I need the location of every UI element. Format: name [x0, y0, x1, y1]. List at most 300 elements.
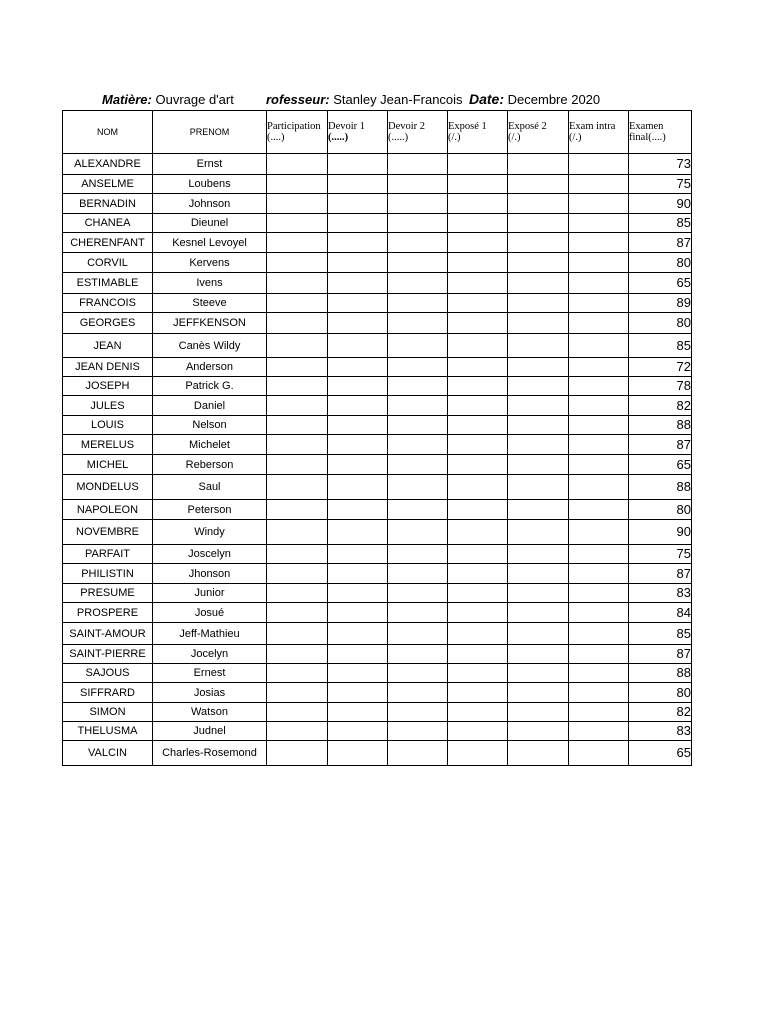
student-first-name: Dieunel — [153, 214, 267, 233]
table-row — [63, 294, 692, 313]
grade-cell-exam-intra — [569, 214, 629, 233]
grade-cell-devoir-2 — [388, 545, 448, 564]
grade-cell-expose-1 — [448, 313, 508, 334]
grade-cell-expose-1 — [448, 584, 508, 603]
grade-cell-exam-intra — [569, 416, 629, 435]
grade-cell-examen-final: 87 — [629, 233, 692, 253]
grade-cell-examen-final: 80 — [629, 253, 692, 273]
grade-cell-expose-1 — [448, 175, 508, 194]
student-first-name: Watson — [153, 703, 267, 722]
grade-cell-devoir-1 — [328, 175, 388, 194]
grade-cell-devoir-2 — [388, 253, 448, 273]
grade-cell-expose-1 — [448, 545, 508, 564]
grade-cell-participation — [267, 455, 328, 475]
student-rows — [63, 154, 692, 766]
grade-cell-expose-2 — [508, 623, 569, 645]
grade-cell-participation — [267, 253, 328, 273]
grade-cell-participation — [267, 500, 328, 520]
grade-cell-devoir-1 — [328, 233, 388, 253]
column-subtitle: (....) — [267, 132, 285, 143]
grade-cell-exam-intra — [569, 358, 629, 377]
grade-cell-examen-final: 88 — [629, 664, 692, 683]
grade-cell-expose-1 — [448, 664, 508, 683]
grade-cell-expose-2 — [508, 334, 569, 358]
grade-cell-exam-intra — [569, 564, 629, 584]
grade-cell-examen-final: 72 — [629, 358, 692, 377]
student-first-name: Jeff-Mathieu — [153, 623, 267, 645]
grade-cell-devoir-1 — [328, 500, 388, 520]
table-row — [63, 416, 692, 435]
grade-cell-participation — [267, 520, 328, 545]
grade-cell-devoir-1 — [328, 545, 388, 564]
student-first-name: Kervens — [153, 253, 267, 273]
grade-cell-examen-final: 90 — [629, 194, 692, 214]
grade-cell-expose-2 — [508, 603, 569, 623]
grade-cell-devoir-1 — [328, 683, 388, 703]
grade-cell-expose-2 — [508, 664, 569, 683]
student-last-name: SIMON — [63, 703, 153, 722]
grade-cell-devoir-1 — [328, 294, 388, 313]
document-header — [62, 90, 702, 110]
grade-cell-exam-intra — [569, 741, 629, 766]
grade-cell-examen-final: 75 — [629, 545, 692, 564]
student-last-name: GEORGES — [63, 313, 153, 334]
grade-cell-expose-2 — [508, 294, 569, 313]
grade-cell-participation — [267, 584, 328, 603]
column-subtitle: (.....) — [328, 132, 349, 143]
student-last-name: BERNADIN — [63, 194, 153, 214]
table-row — [63, 603, 692, 623]
table-row — [63, 214, 692, 233]
table-row — [63, 194, 692, 214]
grade-cell-devoir-1 — [328, 564, 388, 584]
grade-cell-participation — [267, 416, 328, 435]
grade-cell-expose-2 — [508, 377, 569, 396]
grade-cell-expose-1 — [448, 294, 508, 313]
student-first-name: Johnson — [153, 194, 267, 214]
grade-cell-expose-2 — [508, 313, 569, 334]
column-subtitle: (/.) — [569, 132, 582, 143]
table-row — [63, 377, 692, 396]
grade-cell-examen-final: 78 — [629, 377, 692, 396]
student-last-name: NAPOLEON — [63, 500, 153, 520]
grade-cell-examen-final: 80 — [629, 500, 692, 520]
grade-cell-expose-1 — [448, 334, 508, 358]
grade-cell-examen-final: 82 — [629, 396, 692, 416]
grade-cell-expose-1 — [448, 564, 508, 584]
column-header-participation — [267, 111, 328, 154]
grade-cell-devoir-2 — [388, 520, 448, 545]
grade-cell-participation — [267, 154, 328, 175]
student-last-name: PROSPERE — [63, 603, 153, 623]
table-row — [63, 545, 692, 564]
grade-cell-devoir-2 — [388, 396, 448, 416]
student-last-name: PHILISTIN — [63, 564, 153, 584]
grade-cell-expose-2 — [508, 455, 569, 475]
grade-cell-exam-intra — [569, 273, 629, 294]
student-first-name: Nelson — [153, 416, 267, 435]
grade-cell-examen-final: 65 — [629, 455, 692, 475]
grade-cell-participation — [267, 358, 328, 377]
date-value: Decembre 2020 — [507, 92, 601, 107]
grade-cell-expose-2 — [508, 741, 569, 766]
grade-cell-devoir-2 — [388, 334, 448, 358]
grade-cell-examen-final: 88 — [629, 416, 692, 435]
grade-cell-devoir-2 — [388, 273, 448, 294]
grade-cell-expose-2 — [508, 475, 569, 500]
grade-cell-examen-final: 73 — [629, 154, 692, 175]
grade-cell-devoir-1 — [328, 455, 388, 475]
grade-cell-examen-final: 88 — [629, 475, 692, 500]
grade-cell-devoir-2 — [388, 741, 448, 766]
grade-cell-expose-2 — [508, 396, 569, 416]
student-last-name: SIFFRARD — [63, 683, 153, 703]
grade-cell-expose-1 — [448, 603, 508, 623]
grade-cell-devoir-1 — [328, 313, 388, 334]
student-last-name: PARFAIT — [63, 545, 153, 564]
student-first-name: Charles-Rosemond — [153, 741, 267, 766]
grade-cell-participation — [267, 396, 328, 416]
student-first-name: Reberson — [153, 455, 267, 475]
table-row — [63, 500, 692, 520]
grade-cell-expose-2 — [508, 703, 569, 722]
table-row — [63, 475, 692, 500]
grade-cell-participation — [267, 623, 328, 645]
grade-cell-expose-1 — [448, 194, 508, 214]
table-row — [63, 564, 692, 584]
grade-cell-expose-1 — [448, 233, 508, 253]
grade-cell-participation — [267, 645, 328, 664]
student-last-name: JEAN — [63, 334, 153, 358]
grade-cell-expose-2 — [508, 584, 569, 603]
student-first-name: JEFFKENSON — [153, 313, 267, 334]
grade-cell-expose-2 — [508, 358, 569, 377]
student-last-name: SAINT-PIERRE — [63, 645, 153, 664]
grade-cell-expose-1 — [448, 377, 508, 396]
grade-cell-expose-2 — [508, 564, 569, 584]
grade-cell-devoir-2 — [388, 645, 448, 664]
student-first-name: Kesnel Levoyel — [153, 233, 267, 253]
table-row — [63, 154, 692, 175]
table-row — [63, 741, 692, 766]
student-first-name: Ernest — [153, 664, 267, 683]
student-last-name: NOVEMBRE — [63, 520, 153, 545]
grade-cell-expose-1 — [448, 214, 508, 233]
grade-cell-exam-intra — [569, 154, 629, 175]
grade-cell-devoir-2 — [388, 194, 448, 214]
grade-cell-devoir-2 — [388, 294, 448, 313]
student-first-name: Ivens — [153, 273, 267, 294]
column-subtitle: (.....) — [388, 132, 409, 143]
table-row — [63, 645, 692, 664]
grades-table — [62, 110, 692, 766]
column-header-expose-2 — [508, 111, 569, 154]
grade-cell-exam-intra — [569, 664, 629, 683]
student-first-name: Judnel — [153, 722, 267, 741]
grade-cell-exam-intra — [569, 313, 629, 334]
student-last-name: MERELUS — [63, 435, 153, 455]
grade-cell-examen-final: 85 — [629, 214, 692, 233]
student-first-name: Josias — [153, 683, 267, 703]
table-row — [63, 358, 692, 377]
student-first-name: Windy — [153, 520, 267, 545]
grade-cell-devoir-1 — [328, 214, 388, 233]
grade-cell-exam-intra — [569, 645, 629, 664]
grade-cell-devoir-2 — [388, 500, 448, 520]
grade-cell-devoir-1 — [328, 520, 388, 545]
table-row — [63, 584, 692, 603]
grade-cell-expose-1 — [448, 416, 508, 435]
grade-cell-expose-1 — [448, 741, 508, 766]
grade-cell-examen-final: 85 — [629, 334, 692, 358]
column-header-nom: NOM — [63, 111, 153, 154]
grade-cell-examen-final: 80 — [629, 313, 692, 334]
grade-cell-participation — [267, 603, 328, 623]
grade-cell-devoir-1 — [328, 154, 388, 175]
table-row — [63, 273, 692, 294]
grade-cell-examen-final: 83 — [629, 584, 692, 603]
table-row — [63, 722, 692, 741]
grade-cell-devoir-2 — [388, 416, 448, 435]
grade-cell-participation — [267, 703, 328, 722]
grade-cell-devoir-1 — [328, 416, 388, 435]
grade-cell-devoir-2 — [388, 214, 448, 233]
grade-cell-exam-intra — [569, 520, 629, 545]
date-field — [469, 91, 600, 107]
grade-cell-exam-intra — [569, 683, 629, 703]
grade-cell-devoir-2 — [388, 154, 448, 175]
grade-cell-exam-intra — [569, 175, 629, 194]
grade-cell-participation — [267, 722, 328, 741]
grade-cell-expose-1 — [448, 396, 508, 416]
subject-field — [102, 92, 234, 107]
grade-cell-expose-2 — [508, 645, 569, 664]
grade-cell-devoir-1 — [328, 273, 388, 294]
student-first-name: Jhonson — [153, 564, 267, 584]
grade-cell-devoir-2 — [388, 377, 448, 396]
grade-cell-devoir-2 — [388, 455, 448, 475]
table-row — [63, 520, 692, 545]
column-title: Examen — [629, 121, 664, 132]
grade-cell-exam-intra — [569, 396, 629, 416]
grade-cell-expose-1 — [448, 623, 508, 645]
grade-cell-participation — [267, 313, 328, 334]
student-last-name: ALEXANDRE — [63, 154, 153, 175]
grade-cell-devoir-1 — [328, 664, 388, 683]
grade-cell-expose-1 — [448, 520, 508, 545]
grade-cell-expose-2 — [508, 233, 569, 253]
column-title: Devoir 2 — [388, 121, 426, 132]
grade-cell-examen-final: 65 — [629, 273, 692, 294]
grade-cell-participation — [267, 664, 328, 683]
grade-cell-expose-1 — [448, 253, 508, 273]
student-last-name: MONDELUS — [63, 475, 153, 500]
grade-cell-expose-2 — [508, 194, 569, 214]
column-header-examen-final — [629, 111, 692, 154]
student-last-name: THELUSMA — [63, 722, 153, 741]
student-first-name: Anderson — [153, 358, 267, 377]
grade-cell-devoir-1 — [328, 253, 388, 273]
student-last-name: VALCIN — [63, 741, 153, 766]
student-last-name: LOUIS — [63, 416, 153, 435]
column-subtitle: final(....) — [629, 132, 666, 143]
professor-value: Stanley Jean-Francois — [333, 92, 463, 107]
grade-cell-expose-1 — [448, 500, 508, 520]
grade-cell-devoir-1 — [328, 435, 388, 455]
grade-cell-expose-2 — [508, 520, 569, 545]
column-title: Participation — [267, 121, 321, 132]
grade-cell-exam-intra — [569, 500, 629, 520]
grade-cell-expose-1 — [448, 703, 508, 722]
subject-value: Ouvrage d'art — [155, 92, 234, 107]
grade-cell-participation — [267, 545, 328, 564]
grade-cell-participation — [267, 475, 328, 500]
subject-label: Matière: — [102, 92, 152, 107]
student-last-name: PRESUME — [63, 584, 153, 603]
grade-cell-devoir-1 — [328, 584, 388, 603]
grade-cell-devoir-1 — [328, 741, 388, 766]
student-first-name: Patrick G. — [153, 377, 267, 396]
grade-cell-exam-intra — [569, 194, 629, 214]
table-row — [63, 435, 692, 455]
column-header-devoir-1 — [328, 111, 388, 154]
grade-cell-exam-intra — [569, 603, 629, 623]
grade-cell-expose-2 — [508, 175, 569, 194]
column-title: Exposé 2 — [508, 121, 547, 132]
grade-cell-devoir-1 — [328, 358, 388, 377]
grade-cell-devoir-2 — [388, 603, 448, 623]
grade-cell-devoir-2 — [388, 475, 448, 500]
column-title: Exam intra — [569, 121, 616, 132]
grade-cell-examen-final: 75 — [629, 175, 692, 194]
grade-cell-examen-final: 87 — [629, 435, 692, 455]
grade-cell-examen-final: 89 — [629, 294, 692, 313]
grade-cell-exam-intra — [569, 584, 629, 603]
grade-cell-devoir-1 — [328, 722, 388, 741]
grade-cell-exam-intra — [569, 722, 629, 741]
student-first-name: Ernst — [153, 154, 267, 175]
grade-cell-exam-intra — [569, 475, 629, 500]
student-first-name: Canès Wildy — [153, 334, 267, 358]
grade-cell-participation — [267, 175, 328, 194]
grade-cell-exam-intra — [569, 233, 629, 253]
grade-cell-devoir-1 — [328, 623, 388, 645]
grade-cell-devoir-2 — [388, 233, 448, 253]
student-last-name: ANSELME — [63, 175, 153, 194]
table-row — [63, 623, 692, 645]
grade-cell-examen-final: 90 — [629, 520, 692, 545]
grade-cell-expose-1 — [448, 683, 508, 703]
grade-cell-examen-final: 87 — [629, 564, 692, 584]
grade-cell-examen-final: 65 — [629, 741, 692, 766]
grade-cell-exam-intra — [569, 435, 629, 455]
student-last-name: JEAN DENIS — [63, 358, 153, 377]
grade-cell-expose-2 — [508, 214, 569, 233]
grade-cell-expose-2 — [508, 722, 569, 741]
grade-cell-expose-2 — [508, 416, 569, 435]
column-subtitle: (/.) — [508, 132, 521, 143]
grade-cell-examen-final: 83 — [629, 722, 692, 741]
grade-cell-expose-1 — [448, 435, 508, 455]
grade-cell-participation — [267, 294, 328, 313]
grade-cell-devoir-1 — [328, 703, 388, 722]
grade-cell-devoir-2 — [388, 703, 448, 722]
student-last-name: MICHEL — [63, 455, 153, 475]
table-row — [63, 253, 692, 273]
grade-cell-examen-final: 82 — [629, 703, 692, 722]
grade-cell-devoir-1 — [328, 396, 388, 416]
grade-cell-devoir-2 — [388, 358, 448, 377]
grade-cell-participation — [267, 273, 328, 294]
grade-cell-devoir-2 — [388, 683, 448, 703]
grade-cell-devoir-2 — [388, 313, 448, 334]
grade-cell-expose-1 — [448, 645, 508, 664]
student-first-name: Peterson — [153, 500, 267, 520]
column-subtitle: (/.) — [448, 132, 461, 143]
student-last-name: CHANEA — [63, 214, 153, 233]
column-header-devoir-2 — [388, 111, 448, 154]
column-header-expose-1 — [448, 111, 508, 154]
grade-cell-participation — [267, 435, 328, 455]
grade-cell-participation — [267, 214, 328, 233]
grade-cell-devoir-1 — [328, 377, 388, 396]
student-first-name: Daniel — [153, 396, 267, 416]
grade-cell-examen-final: 87 — [629, 645, 692, 664]
student-first-name: Junior — [153, 584, 267, 603]
grade-cell-participation — [267, 334, 328, 358]
grade-cell-exam-intra — [569, 377, 629, 396]
table-row — [63, 703, 692, 722]
grade-cell-expose-1 — [448, 475, 508, 500]
column-title: Devoir 1 — [328, 121, 366, 132]
grade-cell-expose-2 — [508, 683, 569, 703]
grade-cell-exam-intra — [569, 623, 629, 645]
column-title: Exposé 1 — [448, 121, 487, 132]
grade-cell-devoir-1 — [328, 475, 388, 500]
grade-cell-examen-final: 84 — [629, 603, 692, 623]
grade-cell-devoir-1 — [328, 194, 388, 214]
professor-label: rofesseur: — [266, 92, 330, 107]
column-header-prenom: PRENOM — [153, 111, 267, 154]
student-last-name: SAINT-AMOUR — [63, 623, 153, 645]
grade-cell-expose-1 — [448, 722, 508, 741]
grade-cell-devoir-2 — [388, 175, 448, 194]
grade-cell-participation — [267, 194, 328, 214]
table-row — [63, 175, 692, 194]
grade-cell-expose-2 — [508, 545, 569, 564]
student-first-name: Josué — [153, 603, 267, 623]
date-label: Date: — [469, 91, 505, 107]
table-row — [63, 396, 692, 416]
student-first-name: Joscelyn — [153, 545, 267, 564]
grade-cell-devoir-2 — [388, 435, 448, 455]
student-last-name: CHERENFANT — [63, 233, 153, 253]
grade-cell-devoir-2 — [388, 623, 448, 645]
student-last-name: JULES — [63, 396, 153, 416]
grade-cell-participation — [267, 683, 328, 703]
grade-cell-examen-final: 80 — [629, 683, 692, 703]
student-last-name: ESTIMABLE — [63, 273, 153, 294]
grade-cell-expose-1 — [448, 455, 508, 475]
table-row — [63, 683, 692, 703]
professor-field — [266, 92, 463, 107]
grade-cell-expose-2 — [508, 253, 569, 273]
grade-cell-exam-intra — [569, 703, 629, 722]
grade-cell-devoir-2 — [388, 664, 448, 683]
grade-cell-participation — [267, 377, 328, 396]
table-row — [63, 664, 692, 683]
grade-cell-expose-2 — [508, 435, 569, 455]
